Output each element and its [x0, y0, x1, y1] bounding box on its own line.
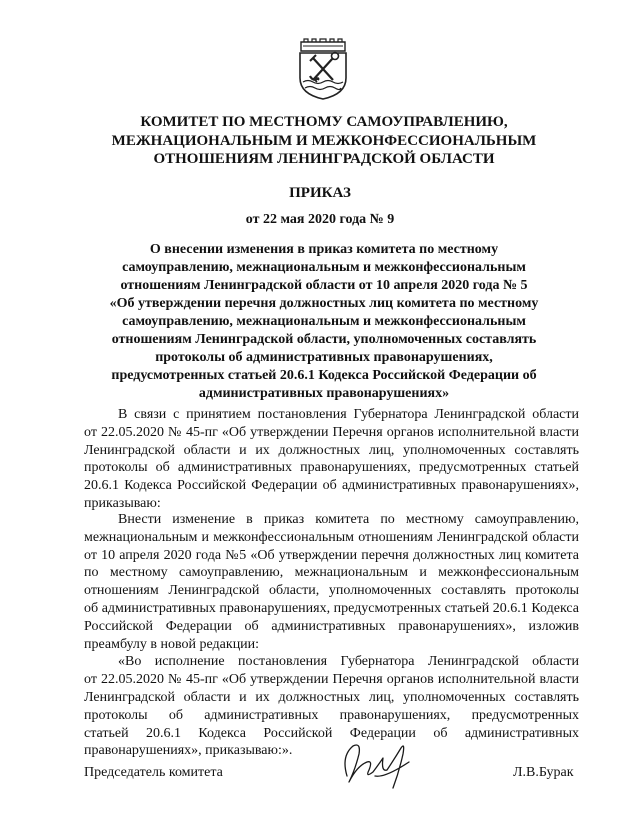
body-line: Внести изменение в приказ комитета по местному самоуправлению,: [118, 512, 579, 527]
title-line: предусмотренных статьей 20.6.1 Кодекса Российской Федерации об: [111, 368, 537, 383]
body-line: Российской Федерации об административных правонарушениях», изложив: [84, 618, 579, 634]
body-line: об административных правонарушениях, предусмотренных статьей 20.6.1 Кодекса: [84, 600, 579, 616]
body-line: 20.6.1 Кодекса Российской Федерации об административных правонарушениях»,: [84, 478, 579, 494]
body-line: «Во исполнение постановления Губернатора Ленинградской области: [118, 654, 579, 670]
title-line: самоуправлению, межнациональным и межконфессиональным: [122, 314, 526, 329]
title-line: протоколы об административных правонарушениях,: [155, 350, 493, 365]
body-line: межнациональным и межконфессиональным отношениям Ленинградской области: [84, 529, 579, 545]
document-date: от 22 мая 2020 года № 9: [245, 212, 395, 227]
org-line: ОТНОШЕНИЯМ ЛЕНИНГРАДСКОЙ ОБЛАСТИ: [153, 151, 495, 167]
organization-name: [60, 113, 588, 169]
body-line: по местному самоуправлению, межнациональным и межконфессиональным: [84, 565, 579, 581]
body-line: Ленинградской области и их должностных лиц, уполномоченных составлять: [84, 689, 579, 705]
body-line: В связи с принятием постановления Губернатора Ленинградской области: [118, 407, 579, 422]
title-line: отношениям Ленинградской области от 10 апреля 2020 года № 5: [120, 278, 528, 293]
order-paragraph: [84, 511, 579, 760]
title-line: административных правонарушениях»: [198, 386, 450, 401]
body-line: протоколы об административных правонарушениях, предусмотренных статьей: [84, 460, 579, 476]
title-line: самоуправлению, межнациональным и межконфессиональным: [122, 260, 526, 275]
body-line: от 10 апреля 2020 года №5 «Об утверждении перечня должностных лиц комитета: [84, 547, 579, 563]
body-line: преамбулу в новой редакции:: [84, 636, 260, 652]
body-line: правонарушениях», приказываю:».: [84, 743, 293, 759]
preamble-paragraph: [84, 406, 579, 513]
coat-of-arms-icon: [297, 38, 349, 100]
document-title: [70, 241, 578, 403]
body-line: приказываю:: [84, 495, 161, 511]
body-line: от 22.05.2020 № 45-пг «Об утверждении Перечня органов исполнительной власти: [84, 424, 579, 440]
title-line: О внесении изменения в приказ комитета по местному: [149, 242, 499, 257]
document-type: ПРИКАЗ: [289, 185, 351, 201]
org-line: КОМИТЕТ ПО МЕСТНОМУ САМОУПРАВЛЕНИЮ,: [140, 114, 508, 130]
body-line: отношениям Ленинградской области, уполномоченных составлять протоколы: [84, 583, 579, 599]
org-line: МЕЖНАЦИОНАЛЬНЫМ И МЕЖКОНФЕССИОНАЛЬНЫМ: [111, 132, 537, 149]
body-line: протоколы об административных правонарушениях, предусмотренных: [84, 707, 579, 723]
body-line: Ленинградской области и их должностных лиц, уполномоченных составлять: [84, 442, 579, 458]
title-line: «Об утверждении перечня должностных лиц комитета по местному: [109, 296, 539, 311]
body-line: статьей 20.6.1 Кодекса Российской Федерации об административных: [84, 725, 579, 741]
handwritten-signature: [335, 736, 415, 794]
title-line: отношениям Ленинградской области, уполномоченных составлять: [111, 332, 537, 347]
body-line: от 22.05.2020 № 45-пг «Об утверждении Перечня органов исполнительной власти: [84, 672, 579, 688]
signatory-name: Л.В.Бурак: [513, 765, 574, 780]
signatory-title: Председатель комитета: [84, 765, 223, 780]
